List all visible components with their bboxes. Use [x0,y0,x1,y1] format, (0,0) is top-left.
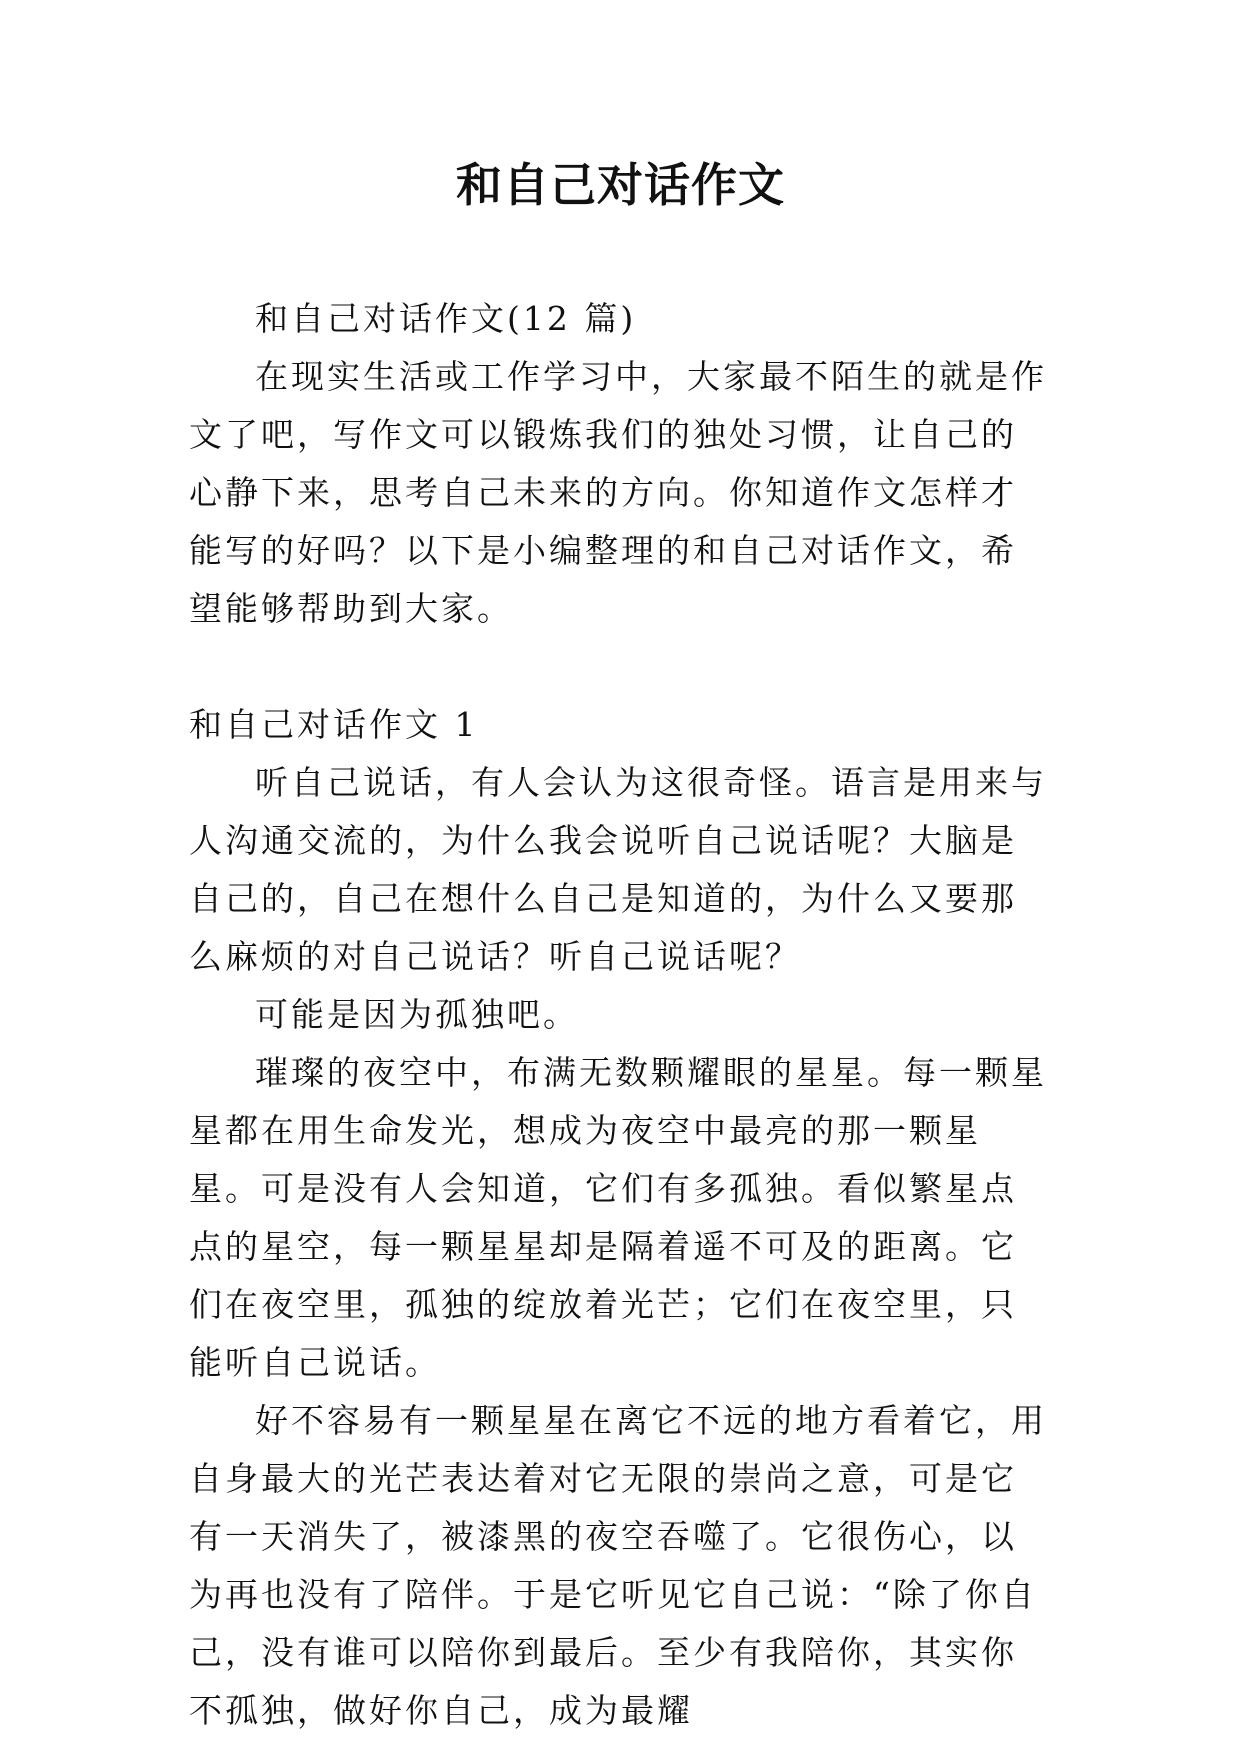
document-subtitle: 和自己对话作文(12 篇) [255,299,637,338]
document-body [189,290,1051,1740]
section-heading: 和自己对话作文 1 [189,705,479,744]
body-paragraph-2: 可能是因为孤独吧。 [255,995,579,1034]
body-paragraph-3: 璀璨的夜空中，布满无数颗耀眼的星星。每一颗星星都在用生命发光，想成为夜空中最亮的那一颗星星。可是没有人会知道，它们有多孤独。看似繁星点点的星空，每一颗星星却是隔着遥不可及的距离。它们在夜空里，孤独的绽放着光芒；它们在夜空里，只能听自己说话。 [189,1053,1047,1382]
paragraph-gap [189,638,1051,696]
intro-paragraph: 在现实生活或工作学习中，大家最不陌生的就是作文了吧，写作文可以锻炼我们的独处习惯，让自己的心静下来，思考自己未来的方向。你知道作文怎样才能写的好吗？以下是小编整理的和自己对话作文，希望能够帮助到大家。 [189,357,1047,628]
body-paragraph-1: 听自己说话，有人会认为这很奇怪。语言是用来与人沟通交流的，为什么我会说听自己说话呢？大脑是自己的，自己在想什么自己是知道的，为什么又要那么麻烦的对自己说话？听自己说话呢？ [189,763,1047,976]
body-paragraph-4: 好不容易有一颗星星在离它不远的地方看着它，用自身最大的光芒表达着对它无限的崇尚之意，可是它有一天消失了，被漆黑的夜空吞噬了。它很伤心，以为再也没有了陪伴。于是它听见它自己说：“除了你自己，没有谁可以陪你到最后。至少有我陪你，其实你不孤独，做好你自己，成为最耀 [189,1401,1047,1730]
document-title: 和自己对话作文 [456,158,785,212]
